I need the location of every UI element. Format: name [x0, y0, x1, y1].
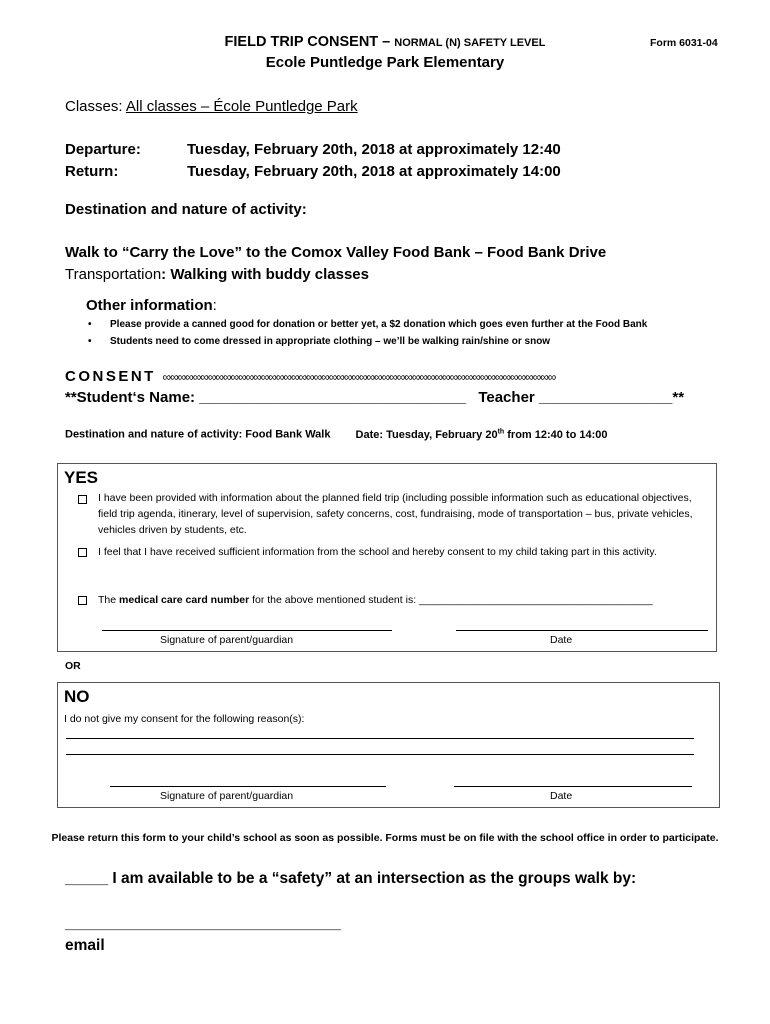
no-consent-box [57, 682, 720, 808]
transportation-label: Transportation [65, 266, 162, 283]
no-date-label: Date [550, 790, 573, 802]
no-heading: NO [64, 687, 90, 706]
form-title-level: NORMAL (N) SAFETY LEVEL [394, 37, 546, 49]
return-label: Return: [65, 163, 119, 180]
safety-volunteer-line[interactable]: _____ I am available to be a “safety” at an intersection as the groups walk by: [65, 870, 637, 887]
classes-line [65, 98, 358, 115]
other-information-label: Other information [86, 297, 213, 314]
medical-card-line[interactable] [98, 592, 710, 608]
yes-signature-label: Signature of parent/guardian [160, 634, 294, 646]
consent-divider: ∞∞∞∞∞∞∞∞∞∞∞∞∞∞∞∞∞∞∞∞∞∞∞∞∞∞∞∞∞∞∞∞∞∞∞∞∞∞∞∞∞∞∞∞∞∞∞∞∞∞∞∞ [162, 370, 556, 384]
consent-label: CONSENT [65, 368, 156, 385]
bullet-icon: • [88, 336, 92, 347]
yes-signature-line[interactable] [102, 630, 392, 631]
return-line [65, 163, 561, 180]
student-name-line[interactable] [65, 389, 684, 406]
reason-line-2[interactable] [66, 754, 694, 755]
no-signature-label: Signature of parent/guardian [160, 790, 294, 802]
yes-date-label: Date [550, 634, 573, 646]
classes-label: Classes: [65, 98, 126, 115]
activity-date-line [65, 428, 608, 441]
email-label: email [65, 937, 105, 954]
medical-text-pre: The [98, 594, 120, 606]
yes-info-text: I have been provided with information about the planned field trip (including possible information such as educational objectives, field trip agenda, itinerary, level of supervision, safety concerns, cost, fundraising, mode of transportation – bus, private vehicles, vehicles driven by students, etc. [98, 492, 693, 536]
medical-text-post[interactable]: for the above mentioned student is: ________________________________________ [249, 594, 653, 606]
date-suffix: th [497, 428, 505, 435]
student-name-field[interactable]: **Student‘s Name: ________________________________ [65, 389, 467, 406]
no-signature-line[interactable] [110, 786, 386, 787]
no-reason-text: I do not give my consent for the following reason(s): [64, 713, 305, 725]
activity-summary: Destination and nature of activity: Food Bank Walk [65, 428, 331, 441]
reason-line-1[interactable] [66, 738, 694, 739]
destination-heading: Destination and nature of activity: [65, 201, 307, 218]
school-name: Ecole Puntledge Park Elementary [265, 54, 505, 71]
or-separator: OR [65, 660, 81, 672]
transportation-line [65, 266, 369, 283]
form-title-main: FIELD TRIP CONSENT – [224, 34, 395, 50]
yes-consent-box [57, 463, 717, 652]
classes-value: All classes – École Puntledge Park [125, 98, 358, 115]
list-item [88, 319, 647, 330]
bullet-icon: • [88, 319, 92, 330]
yes-consent-text: I feel that I have received sufficient information from the school and hereby consent to my child taking part in this activity. [98, 546, 657, 558]
activity-date [356, 429, 608, 441]
medical-text-bold: medical care card number [119, 594, 250, 606]
yes-heading: YES [64, 468, 99, 487]
departure-line [65, 141, 561, 158]
yes-checkbox-consent[interactable] [78, 548, 87, 557]
bullet-text: Students need to come dressed in appropriate clothing – we’ll be walking rain/shine or snow [110, 336, 551, 347]
date-time: from 12:40 to 14:00 [504, 428, 608, 441]
date-text: Date: Tuesday, February 20 [355, 428, 498, 441]
teacher-field[interactable]: Teacher ________________** [478, 389, 685, 406]
yes-date-line[interactable] [456, 630, 708, 631]
other-information-colon: : [212, 297, 217, 314]
return-instructions: Please return this form to your child’s school as soon as possible. Forms must be on file with the school office in order to participate. [51, 832, 719, 844]
no-date-line[interactable] [454, 786, 692, 787]
bullet-text: Please provide a canned good for donation or better yet, a $2 donation which goes even further at the Food Bank [110, 319, 648, 330]
yes-checkbox-medical[interactable] [78, 596, 87, 605]
departure-value: Tuesday, February 20th, 2018 at approximately 12:40 [187, 141, 561, 158]
form-number: Form 6031-04 [650, 37, 718, 49]
email-field[interactable]: ________________________________ [65, 915, 341, 932]
transportation-value: : Walking with buddy classes [161, 266, 369, 283]
activity-description: Walk to “Carry the Love” to the Comox Valley Food Bank – Food Bank Drive [65, 244, 607, 261]
other-information-heading [86, 297, 217, 314]
departure-label: Departure: [65, 141, 141, 158]
yes-checkbox-info[interactable] [78, 495, 87, 504]
list-item [88, 336, 550, 347]
consent-heading [65, 368, 555, 385]
return-value: Tuesday, February 20th, 2018 at approximately 14:00 [187, 163, 561, 180]
